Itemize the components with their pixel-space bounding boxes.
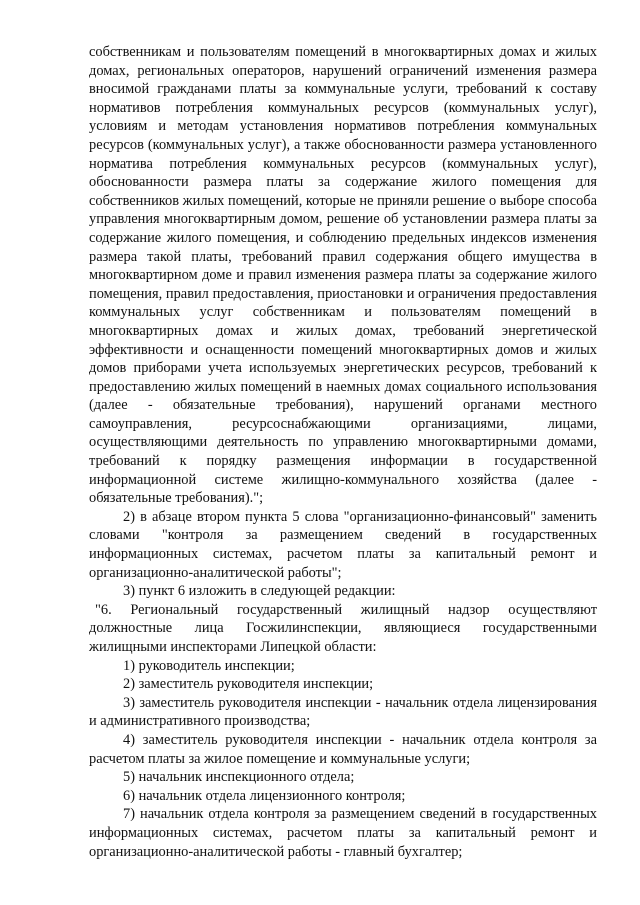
- document-page: [89, 43, 597, 861]
- list-item-sub-2: 2) заместитель руководителя инспекции;: [123, 676, 374, 693]
- paragraph-item-3: 3) пункт 6 изложить в следующей редакции:: [123, 583, 396, 600]
- paragraph-clause-6: "6. Региональный государственный жилищный надзор осуществляют должностные лица Госжилинспекции, являющиеся государственными жилищными инспекторами Липецкой области:: [89, 601, 597, 655]
- paragraph-continuation: собственникам и пользователям помещений в многоквартирных домах и жилых домах, региональных операторов, нарушений ограничений изменения размера вносимой гражданами платы за коммунальные услуги, требований к составу нормативов потребления коммунальных ресурсов (коммунальных услуг), условиям и методам установления нормативов потребления коммунальных ресурсов (коммунальных услуг), а также обоснованности размера установленного норматива потребления коммунальных ресурсов (коммунальных услуг), обоснованности размера платы за содержание жилого помещения для собственников жилых помещений, которые не приняли решение о выборе способа управления многоквартирным домом, решение об установлении размера платы за содержание жилого помещения, и соблюдению предельных индексов изменения размера такой платы, требований правил содержания общего имущества в многоквартирном доме и правил изменения размера платы за содержание жилого помещения, правил предоставления, приостановки и ограничения предоставления коммунальных услуг собственникам и пользователям помещений в многоквартирных домах и жилых домах, требований энергетической эффективности и оснащенности помещений многоквартирных домов и жилых домов приборами учета используемых энергетических ресурсов, требований к предоставлению жилых помещений в наемных домах социального использования (далее - обязательные требования), нарушений органами местного самоуправления, ресурсоснабжающими организациями, лицами, осуществляющими деятельность по управлению многоквартирными домами, требований к порядку размещения информации в государственной информационной системе жилищно-коммунального хозяйства (далее - обязательные требования).";: [89, 44, 597, 507]
- paragraph-item-2: 2) в абзаце втором пункта 5 слова "организационно-финансовый" заменить словами "контроля за размещением сведений в государственных информационных системах, расчетом платы за капитальный ремонт и организационно-аналитической работы";: [89, 508, 597, 581]
- list-item-sub-7: 7) начальник отдела контроля за размещением сведений в государственных информационных системах, расчетом платы за капитальный ремонт и организационно-аналитической работы - главный бухгалтер;: [89, 806, 597, 860]
- list-item-sub-6: 6) начальник отдела лицензионного контроля;: [123, 787, 406, 804]
- list-item-sub-5: 5) начальник инспекционного отдела;: [123, 769, 355, 786]
- list-item-sub-3: 3) заместитель руководителя инспекции - начальник отдела лицензирования и административного производства;: [89, 694, 597, 730]
- list-item-sub-1: 1) руководитель инспекции;: [123, 657, 295, 674]
- list-item-sub-4: 4) заместитель руководителя инспекции - начальник отдела контроля за расчетом платы за жилое помещение и коммунальные услуги;: [89, 731, 597, 767]
